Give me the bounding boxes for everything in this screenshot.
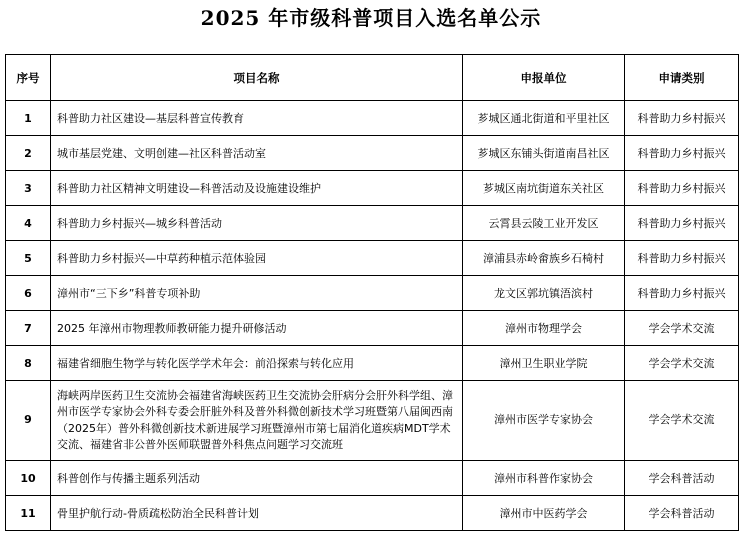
row-category: 科普助力乡村振兴 — [625, 171, 739, 206]
row-no: 1 — [6, 101, 51, 136]
row-project-name: 科普助力社区建设—基层科普宣传教育 — [51, 101, 463, 136]
row-no: 2 — [6, 136, 51, 171]
row-no: 11 — [6, 496, 51, 531]
row-project-name: 城市基层党建、文明创建—社区科普活动室 — [51, 136, 463, 171]
table-row — [6, 206, 739, 241]
row-project-name: 漳州市“三下乡”科普专项补助 — [51, 276, 463, 311]
table-row — [6, 461, 739, 496]
table-row — [6, 171, 739, 206]
row-category: 科普助力乡村振兴 — [625, 276, 739, 311]
row-project-name: 骨里护航行动-骨质疏松防治全民科普计划 — [51, 496, 463, 531]
row-no: 4 — [6, 206, 51, 241]
row-category: 学会学术交流 — [625, 346, 739, 381]
table-row — [6, 311, 739, 346]
row-unit: 龙文区郭坑镇浯滨村 — [463, 276, 625, 311]
header-unit: 申报单位 — [463, 55, 625, 101]
row-unit: 漳州市科普作家协会 — [463, 461, 625, 496]
row-category: 科普助力乡村振兴 — [625, 136, 739, 171]
row-category: 科普助力乡村振兴 — [625, 101, 739, 136]
row-project-name: 福建省细胞生物学与转化医学学术年会：前沿探索与转化应用 — [51, 346, 463, 381]
row-no: 7 — [6, 311, 51, 346]
row-category: 科普助力乡村振兴 — [625, 241, 739, 276]
table-row — [6, 496, 739, 531]
table-row — [6, 346, 739, 381]
row-project-name: 海峡两岸医药卫生交流协会福建省海峡医药卫生交流协会肝病分会肝外科学组、漳州市医学专家协会外科专委会肝脏外科及普外科微创新技术学习班暨第八届闽西南（2025年）普外科微创新技术新进展学习班暨漳州市第七届消化道疾病MDT学术交流、福建省非公普外医师联盟普外科焦点问题学习交流班 — [51, 381, 463, 461]
row-no: 6 — [6, 276, 51, 311]
row-no: 10 — [6, 461, 51, 496]
row-unit: 云霄县云陵工业开发区 — [463, 206, 625, 241]
row-unit: 芗城区通北街道和平里社区 — [463, 101, 625, 136]
table-row — [6, 136, 739, 171]
row-project-name: 2025 年漳州市物理教师教研能力提升研修活动 — [51, 311, 463, 346]
row-project-name: 科普创作与传播主题系列活动 — [51, 461, 463, 496]
row-no: 9 — [6, 381, 51, 461]
table-header-row — [6, 55, 739, 101]
row-project-name: 科普助力社区精神文明建设—科普活动及设施建设维护 — [51, 171, 463, 206]
header-no: 序号 — [6, 55, 51, 101]
row-unit: 漳州市中医药学会 — [463, 496, 625, 531]
header-category: 申请类别 — [625, 55, 739, 101]
table-row — [6, 381, 739, 461]
row-category: 学会科普活动 — [625, 496, 739, 531]
project-table — [5, 54, 739, 531]
table-row — [6, 276, 739, 311]
row-no: 8 — [6, 346, 51, 381]
table-row — [6, 241, 739, 276]
row-unit: 漳州卫生职业学院 — [463, 346, 625, 381]
row-unit: 漳州市医学专家协会 — [463, 381, 625, 461]
row-unit: 芗城区南坑街道东关社区 — [463, 171, 625, 206]
row-project-name: 科普助力乡村振兴—中草药种植示范体验园 — [51, 241, 463, 276]
row-project-name: 科普助力乡村振兴—城乡科普活动 — [51, 206, 463, 241]
row-unit: 漳州市物理学会 — [463, 311, 625, 346]
row-no: 5 — [6, 241, 51, 276]
row-category: 科普助力乡村振兴 — [625, 206, 739, 241]
header-project-name: 项目名称 — [51, 55, 463, 101]
page-title: 2025 年市级科普项目入选名单公示 — [200, 6, 542, 30]
row-no: 3 — [6, 171, 51, 206]
table-row — [6, 101, 739, 136]
row-unit: 漳浦县赤岭畲族乡石椅村 — [463, 241, 625, 276]
row-category: 学会学术交流 — [625, 381, 739, 461]
row-category: 学会学术交流 — [625, 311, 739, 346]
row-category: 学会科普活动 — [625, 461, 739, 496]
row-unit: 芗城区东铺头街道南昌社区 — [463, 136, 625, 171]
